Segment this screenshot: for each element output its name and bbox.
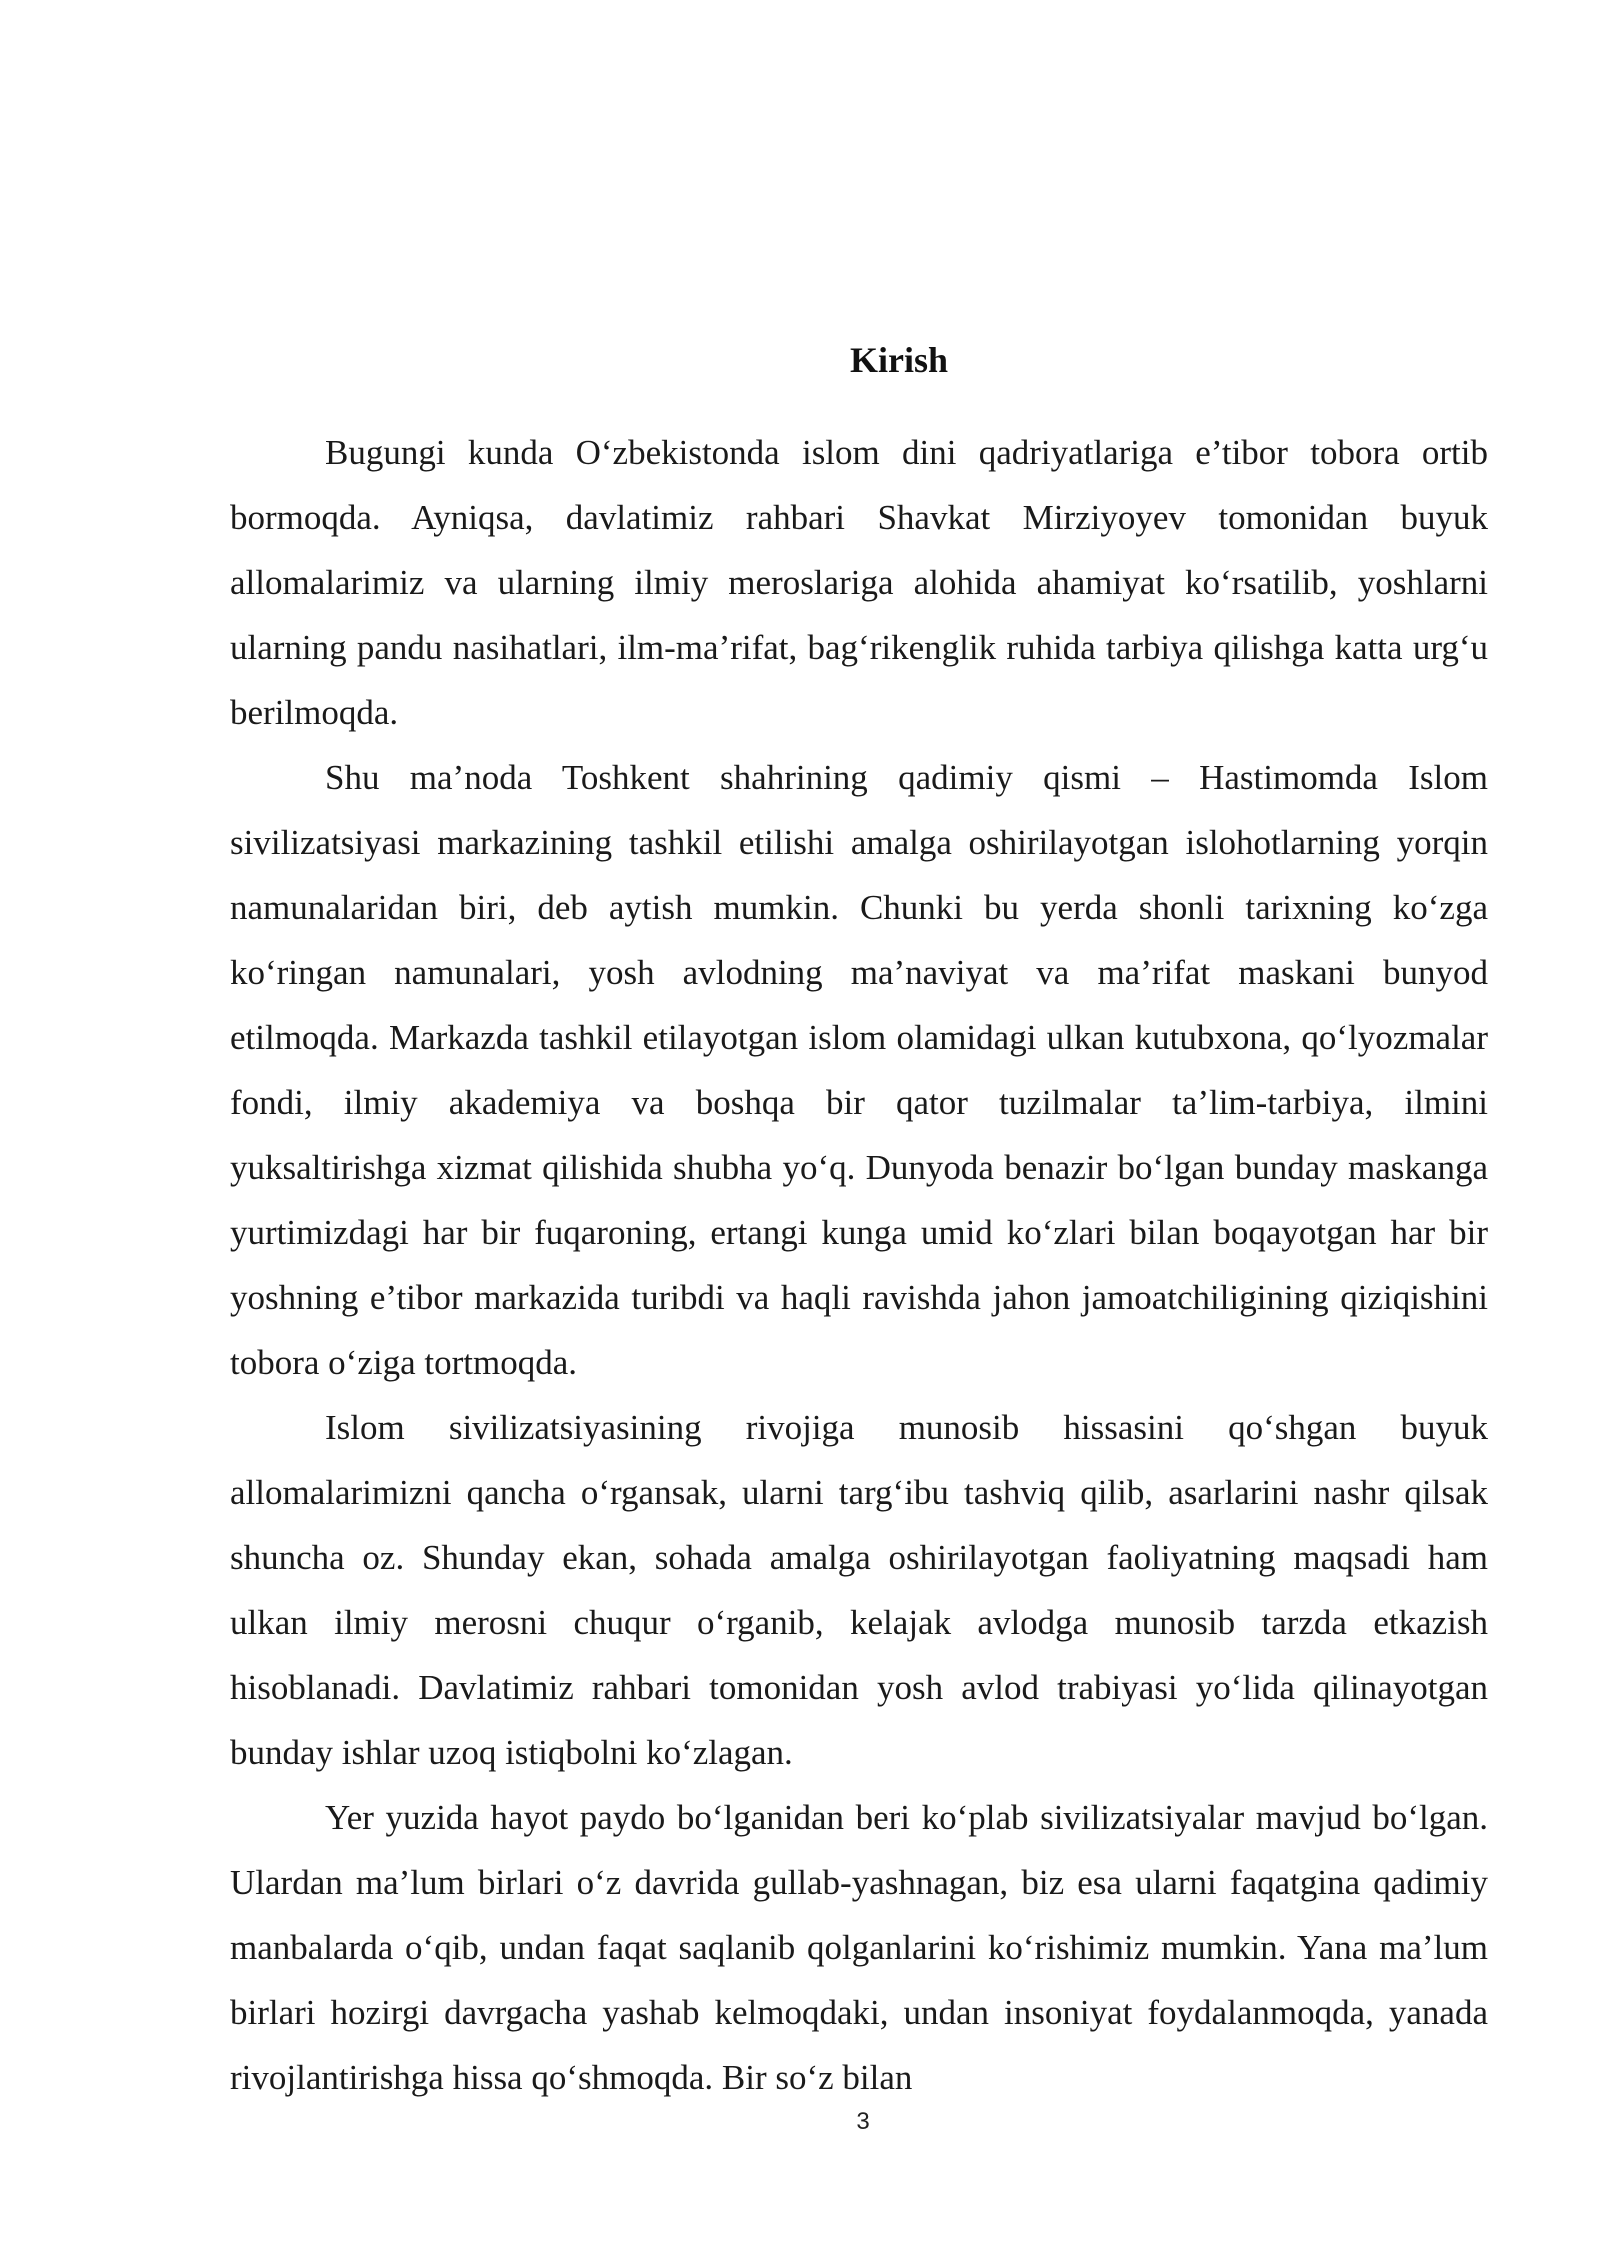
page-number: 3: [856, 2108, 870, 2135]
paragraph: Islom sivilizatsiyasining rivojiga munosib hissasini qo‘shgan buyuk allomalarimizni qancha o‘rgansak, ularni targ‘ibu tashviq qilib, asarlarini nashr qilsak shuncha oz. Shunday ekan, sohada amalga oshirilayotgan faoliyatning maqsadi ham ulkan ilmiy merosni chuqur o‘rganib, kelajak avlodga munosib tarzda etkazish hisoblanadi. Davlatimiz rahbari tomonidan yosh avlod trabiyasi yo‘lida qilinayotgan bunday ishlar uzoq istiqbolni ko‘zlagan.: [230, 1408, 1488, 1772]
paragraph: Shu ma’noda Toshkent shahrining qadimiy qismi – Hastimomda Islom sivilizatsiyasi markazining tashkil etilishi amalga oshirilayotgan islohotlarning yorqin namunalaridan biri, deb aytish mumkin. Chunki bu yerda shonli tarixning ko‘zga ko‘ringan namunalari, yosh avlodning ma’naviyat va ma’rifat maskani bunyod etilmoqda. Markazda tashkil etilayotgan islom olamidagi ulkan kutubxona, qo‘lyozmalar fondi, ilmiy akademiya va boshqa bir qator tuzilmalar ta’lim-tarbiya, ilmini yuksaltirishga xizmat qilishida shubha yo‘q. Dunyoda benazir bo‘lgan bunday maskanga yurtimizdagi har bir fuqaroning, ertangi kunga umid ko‘zlari bilan boqayotgan har bir yoshning e’tibor markazida turibdi va haqli ravishda jahon jamoatchiligining qiziqishini tobora o‘ziga tortmoqda.: [230, 758, 1488, 1382]
body-text: [230, 420, 1488, 2110]
page-title: Kirish: [849, 340, 948, 380]
paragraph: Bugungi kunda O‘zbekistonda islom dini qadriyatlariga e’tibor tobora ortib bormoqda. Ayniqsa, davlatimiz rahbari Shavkat Mirziyoyev tomonidan buyuk allomalarimiz va ularning ilmiy meroslariga alohida ahamiyat ko‘rsatilib, yoshlarni ularning pandu nasihatlari, ilm-ma’rifat, bag‘rikenglik ruhida tarbiya qilishga katta urg‘u berilmoqda.: [230, 433, 1488, 732]
paragraph: Yer yuzida hayot paydo bo‘lganidan beri ko‘plab sivilizatsiyalar mavjud bo‘lgan. Ulardan ma’lum birlari o‘z davrida gullab-yashnagan, biz esa ularni faqatgina qadimiy manbalarda o‘qib, undan faqat saqlanib qolganlarini ko‘rishimiz mumkin. Yana ma’lum birlari hozirgi davrgacha yashab kelmoqdaki, undan insoniyat foydalanmoqda, yanada rivojlantirishga hissa qo‘shmoqda. Bir so‘z bilan: [230, 1798, 1488, 2097]
